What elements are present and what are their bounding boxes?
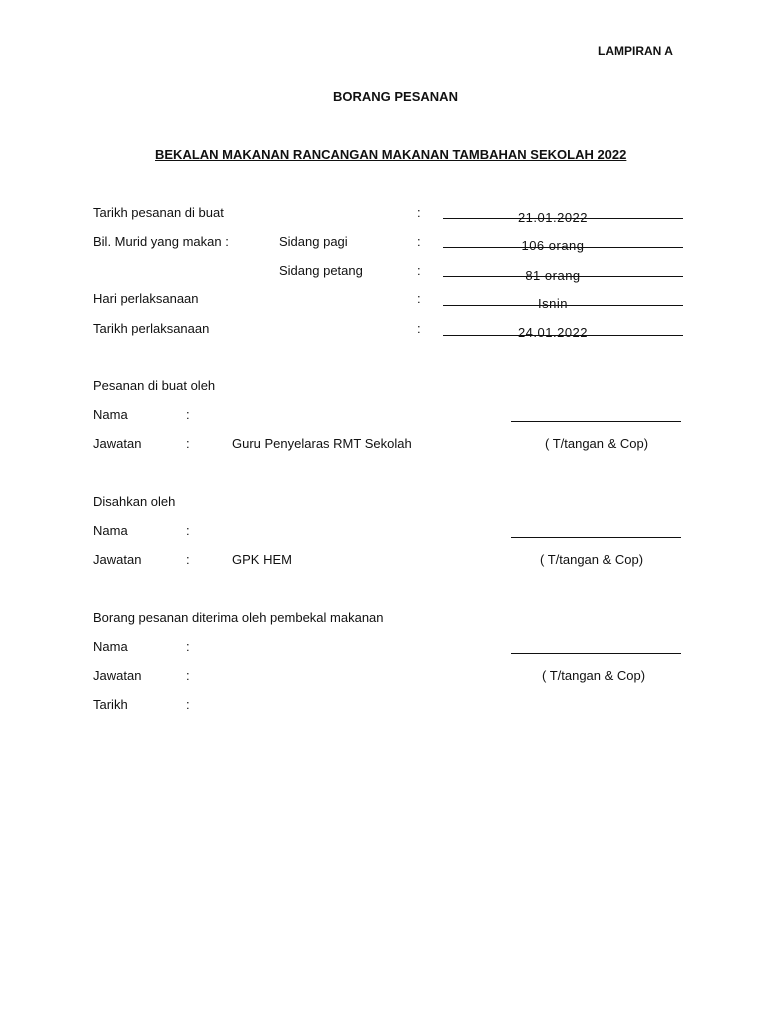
colon: : — [417, 321, 421, 336]
approved-by-nama-label: Nama — [93, 523, 128, 538]
approved-by-jawatan-value: GPK HEM — [232, 552, 292, 567]
hari-value: Isnin — [538, 296, 568, 311]
received-by-jawatan-label: Jawatan — [93, 668, 142, 683]
colon: : — [186, 639, 190, 654]
colon: : — [186, 697, 190, 712]
tarikh-pelaksanaan-value: 24.01.2022 — [517, 325, 589, 340]
tarikh-pesanan-label: Tarikh pesanan di buat — [93, 205, 224, 220]
colon: : — [417, 263, 421, 278]
colon: : — [186, 668, 190, 683]
sidang-pagi-label: Sidang pagi — [279, 234, 348, 249]
made-by-heading: Pesanan di buat oleh — [93, 378, 216, 393]
received-by-signature-label: ( T/tangan & Cop) — [542, 668, 646, 683]
bil-murid-label: Bil. Murid yang makan : — [93, 234, 229, 249]
colon: : — [417, 291, 421, 306]
received-by-heading: Borang pesanan diterima oleh pembekal makanan — [93, 610, 384, 625]
sidang-petang-label: Sidang petang — [279, 263, 363, 278]
colon: : — [186, 523, 190, 538]
made-by-nama-label: Nama — [93, 407, 128, 422]
lampiran-label: LAMPIRAN A — [598, 44, 673, 58]
colon: : — [417, 205, 421, 220]
received-by-tarikh-label: Tarikh — [93, 697, 128, 712]
made-by-signature-line — [511, 421, 681, 422]
made-by-jawatan-label: Jawatan — [93, 436, 142, 451]
tarikh-pelaksanaan-label: Tarikh perlaksanaan — [93, 321, 210, 336]
approved-by-signature-label: ( T/tangan & Cop) — [540, 552, 644, 567]
approved-by-signature-line — [511, 537, 681, 538]
received-by-nama-label: Nama — [93, 639, 128, 654]
received-by-signature-line — [511, 653, 681, 654]
approved-by-heading: Disahkan oleh — [93, 494, 176, 509]
colon: : — [186, 552, 190, 567]
colon: : — [186, 407, 190, 422]
hari-label: Hari perlaksanaan — [93, 291, 199, 306]
sidang-pagi-value: 106 orang — [521, 238, 585, 253]
colon: : — [417, 234, 421, 249]
made-by-signature-label: ( T/tangan & Cop) — [545, 436, 649, 451]
colon: : — [186, 436, 190, 451]
form-subtitle: BEKALAN MAKANAN RANCANGAN MAKANAN TAMBAHAN SEKOLAH 2022 — [155, 147, 627, 162]
form-title: BORANG PESANAN — [333, 89, 458, 104]
sidang-petang-value: 81 orang — [525, 268, 581, 283]
approved-by-jawatan-label: Jawatan — [93, 552, 142, 567]
tarikh-pesanan-value: 21.01.2022 — [517, 210, 589, 225]
made-by-jawatan-value: Guru Penyelaras RMT Sekolah — [232, 436, 412, 451]
